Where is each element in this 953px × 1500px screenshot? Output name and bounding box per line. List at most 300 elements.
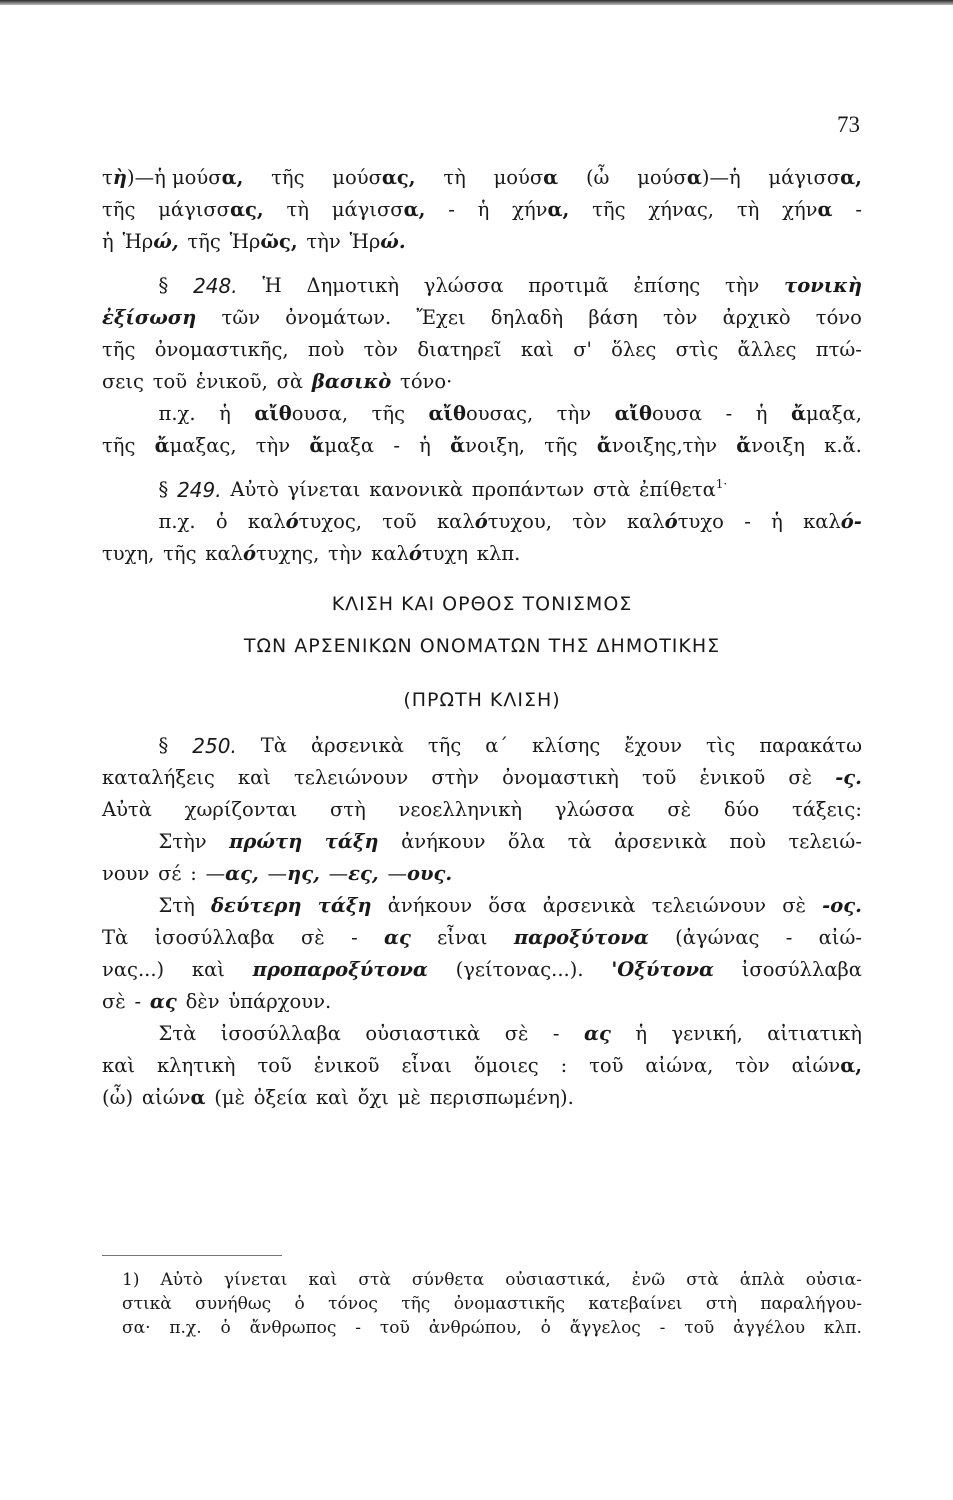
word (738, 334, 797, 366)
text-segment: τὸν (363, 338, 399, 361)
word (624, 730, 682, 762)
text-segment: τελειώνουν (294, 766, 409, 789)
text-line (102, 1082, 862, 1114)
text-segment: 'Οξύτονα (611, 958, 715, 981)
text-segment: ἡ (219, 402, 231, 425)
text-segment: τῆς (102, 338, 136, 361)
word (568, 826, 592, 858)
text-segment: ἡ (102, 230, 114, 253)
word (211, 890, 302, 922)
word (277, 366, 303, 398)
word (311, 730, 404, 762)
text-segment: Τὰ (260, 734, 287, 757)
word (855, 194, 862, 226)
word (102, 954, 164, 986)
word: γίνεται (223, 1270, 288, 1290)
word (788, 826, 862, 858)
word (724, 794, 759, 826)
word (491, 302, 563, 334)
word (102, 334, 135, 366)
text-segment: Ἡρ (229, 230, 261, 253)
word (544, 430, 577, 462)
text-segment: α, (840, 166, 862, 189)
text-segment: τῆς (544, 434, 578, 457)
word (584, 1018, 611, 1050)
text-segment: τὴν (255, 434, 291, 457)
text-line (102, 366, 862, 398)
word (328, 538, 362, 570)
text-segment: τῆς (187, 230, 221, 253)
text-segment: ὀνομαστικῆς, (154, 338, 289, 361)
text-segment: — (387, 862, 407, 885)
text-segment: ῶς, (260, 230, 298, 253)
word (349, 226, 405, 258)
word (306, 226, 340, 258)
word (102, 538, 154, 570)
text-segment: στὴν (431, 766, 479, 789)
word (597, 430, 717, 462)
text-segment: π.χ. (158, 402, 196, 425)
word (494, 162, 559, 194)
word (190, 858, 197, 890)
text-segment: 249. (177, 478, 222, 502)
text-segment: χήν (512, 198, 548, 221)
text-segment: ας (149, 990, 177, 1013)
text-segment: Στὰ (158, 1022, 197, 1045)
word (784, 270, 862, 302)
text-segment: αἴθ (254, 402, 292, 425)
word (102, 986, 126, 1018)
text-segment: τονικὴ (784, 274, 862, 297)
text-segment: στὰ (592, 478, 631, 501)
footnote (122, 1268, 862, 1340)
text-segment: ἡ (635, 1022, 647, 1045)
word (637, 162, 740, 194)
text-segment: γλώσσα (554, 798, 635, 821)
word (456, 954, 584, 986)
text-segment: — (267, 862, 288, 885)
text-segment: βασικὸ (311, 370, 392, 393)
text-segment: τὰ (567, 830, 592, 853)
text-segment: Ἡρ (122, 230, 154, 253)
text-segment: ἀρσενικὰ (310, 734, 404, 757)
word (561, 1050, 568, 1082)
word (364, 334, 398, 366)
word: ὁ (540, 1318, 551, 1338)
text-segment: ἄ (154, 434, 170, 457)
word (593, 474, 630, 506)
word (332, 194, 426, 226)
text-segment: σὰ (276, 370, 304, 393)
text-segment: τάξη (324, 830, 379, 853)
text-segment: ἄ (450, 434, 466, 457)
text-segment: τοῦ (641, 766, 677, 789)
text-segment: δύο (723, 798, 760, 821)
word (102, 226, 114, 258)
text-line (102, 826, 862, 858)
word (102, 1050, 135, 1082)
word: ἄγγελος (569, 1318, 641, 1338)
word (671, 1018, 742, 1050)
word (185, 794, 298, 826)
word (573, 334, 592, 366)
text-segment: καλ (626, 510, 665, 533)
text-segment: - (552, 1022, 560, 1045)
text-segment: ους. (406, 862, 453, 885)
text-segment: ἐξίσωση (102, 306, 197, 329)
text-segment: μούσ (493, 166, 544, 189)
text-segment: καὶ (237, 766, 271, 789)
word (424, 270, 504, 302)
text-segment: ἡ (755, 402, 768, 425)
text-segment: κλίσης (532, 734, 601, 757)
word (639, 474, 727, 506)
text-segment: τάξη (317, 894, 372, 917)
text-segment: νοιξη, (465, 434, 525, 457)
main-text (102, 162, 862, 1114)
footnote-rule (102, 1255, 282, 1256)
text-segment: πτώ- (815, 338, 862, 361)
word (158, 858, 181, 890)
word: τόνος (328, 1294, 378, 1314)
word: ἐνῶ (631, 1270, 666, 1290)
text-segment: προπάντων (471, 478, 585, 501)
section-subheading: (ΠΡΩΤΗ ΚΛΙΣΗ) (403, 689, 561, 711)
text-segment: - (448, 198, 455, 221)
text-segment: τ (102, 166, 113, 189)
text-segment: τῆς (163, 542, 197, 565)
word: στὰ (358, 1270, 391, 1290)
word (155, 334, 289, 366)
word: ἀνθρώπου, (428, 1318, 522, 1338)
word (429, 398, 534, 430)
word (635, 1018, 647, 1050)
word (611, 954, 714, 986)
word: τοῦ (379, 1318, 410, 1338)
text-segment: προτιμᾶ (528, 274, 609, 297)
text-segment: αἰώνα, (645, 1054, 714, 1077)
text-segment: σὲ (667, 798, 692, 821)
word (786, 922, 793, 954)
text-segment: καὶ (315, 1086, 349, 1109)
text-segment: σὲ (504, 1022, 529, 1045)
text-segment: κλητικὴ (156, 1054, 236, 1077)
text-segment: τυχη, (102, 542, 155, 565)
word (417, 334, 501, 366)
text-segment: α΄ (485, 734, 509, 757)
text-segment: τυχης, (256, 542, 320, 565)
word (388, 890, 472, 922)
word (488, 890, 526, 922)
word (253, 954, 428, 986)
text-segment: καὶ (520, 338, 554, 361)
text-segment: καταλήξεις (102, 766, 215, 789)
text-segment: ό- (840, 510, 862, 533)
text-segment: σέ (158, 862, 182, 885)
text-segment: προπαροξύτονα (252, 958, 428, 981)
text-segment: Στὴ (158, 894, 195, 917)
text-segment: 250. (192, 734, 237, 758)
text-segment: ἀρσενικὰ (542, 894, 636, 917)
word (437, 506, 552, 538)
text-segment: ώ. (380, 230, 406, 253)
text-segment: -ς. (835, 766, 862, 789)
text-segment: α, (221, 166, 244, 189)
text-segment: § (158, 478, 169, 501)
word (652, 890, 766, 922)
text-segment: τοῦ (382, 510, 417, 533)
word (206, 858, 259, 890)
text-segment: διατηρεῖ (417, 338, 502, 361)
word (430, 1082, 574, 1114)
word (730, 826, 766, 858)
word (816, 302, 862, 334)
word (154, 922, 274, 954)
text-segment: 248. (193, 274, 238, 298)
word (399, 794, 523, 826)
text-segment: ώ, (153, 230, 179, 253)
word (312, 366, 391, 398)
word (122, 226, 178, 258)
text-segment: ὑπάρχουν. (228, 990, 332, 1013)
word (557, 398, 591, 430)
text-segment: ας, (225, 862, 259, 885)
word (163, 538, 196, 570)
text-segment: μαξα, (806, 402, 862, 425)
word (329, 858, 379, 890)
text-segment: τελειώνουν (651, 894, 766, 917)
word (742, 954, 862, 986)
text-segment: αἰών (141, 1086, 191, 1109)
word (102, 162, 243, 194)
word: οὐσια- (805, 1270, 862, 1290)
word (782, 890, 806, 922)
text-segment: μούσ (332, 166, 382, 189)
word (102, 762, 215, 794)
text-line (102, 794, 862, 826)
word (261, 730, 287, 762)
word: ὁ (294, 1294, 305, 1314)
text-segment: Αὐτὰ (102, 798, 152, 821)
word: σα· (122, 1318, 151, 1338)
text-segment: ἑνικοῦ (313, 1054, 380, 1077)
text-segment: - (785, 926, 793, 949)
text-segment: τόνο (815, 306, 862, 329)
word (309, 430, 374, 462)
text-segment: τὴν (306, 230, 341, 253)
text-segment: τῆς (592, 198, 626, 221)
word (248, 506, 362, 538)
text-segment: νοιξης,τὴν (611, 434, 717, 457)
text-segment: οὐσιαστικὰ (365, 1022, 481, 1045)
text-segment: τῆς (371, 402, 405, 425)
text-line (102, 430, 862, 462)
word (228, 986, 331, 1018)
text-segment: ό (408, 542, 422, 565)
word (532, 730, 600, 762)
text-segment: αἰών (791, 1054, 841, 1077)
text-segment: μαξα (324, 434, 375, 457)
text-segment: - (725, 402, 733, 425)
word (221, 1018, 341, 1050)
text-segment: τοῦ (589, 1054, 624, 1077)
text-segment: τοῦ (257, 1054, 292, 1077)
text-segment: γενική, (671, 1022, 743, 1045)
text-segment: ὅσα (488, 894, 527, 917)
word (196, 366, 268, 398)
text-segment: χήνας, (648, 198, 715, 221)
text-segment: π.χ. (158, 510, 196, 533)
text-segment: ό (285, 510, 299, 533)
footnote-line (122, 1316, 862, 1340)
word (648, 194, 714, 226)
word (586, 162, 610, 194)
word (159, 474, 169, 506)
word (835, 762, 862, 794)
text-segment: τάξεις: (791, 798, 862, 821)
text-segment: τὴ (443, 166, 466, 189)
text-line (102, 226, 862, 258)
word (384, 922, 411, 954)
word (768, 162, 862, 194)
word (159, 730, 169, 762)
text-segment: σὲ (788, 766, 813, 789)
text-segment: ἀρχικὸ (722, 306, 791, 329)
word: στικὰ (122, 1294, 172, 1314)
word (102, 430, 135, 462)
text-segment: αἴθ (428, 402, 466, 425)
word (214, 1082, 245, 1114)
text-segment: νοιξη (751, 434, 805, 457)
text-segment: )—ἡ (701, 166, 741, 189)
text-segment: τῆς (102, 198, 136, 221)
text-segment: ἄ (309, 434, 325, 457)
text-segment: κλπ. (476, 542, 521, 565)
text-segment: Ἡ (262, 274, 282, 297)
word (735, 1050, 769, 1082)
word (667, 794, 691, 826)
text-segment: α (686, 166, 702, 189)
word (192, 730, 237, 762)
word (216, 506, 228, 538)
word: 1) (122, 1270, 140, 1290)
text-segment: Αὐτὸ (230, 478, 279, 501)
word: τῆς (401, 1294, 431, 1314)
word (737, 194, 759, 226)
text-segment: : (190, 862, 197, 885)
text-segment: ας, (230, 198, 264, 221)
word (472, 474, 584, 506)
text-segment: τὶς (705, 734, 736, 757)
word (159, 826, 207, 858)
word (803, 506, 862, 538)
word: ἄνθρωπος (249, 1318, 337, 1338)
word (102, 1082, 133, 1114)
text-segment: α, (403, 198, 426, 221)
word (387, 858, 452, 890)
text-line (102, 890, 862, 922)
word (268, 858, 320, 890)
text-segment: ἄ (736, 434, 752, 457)
word (102, 194, 135, 226)
word (788, 762, 812, 794)
word (398, 1082, 421, 1114)
word: ὁ (220, 1318, 231, 1338)
text-segment: (ὦ) (102, 1086, 134, 1109)
word (589, 1050, 623, 1082)
text-segment: χωρίζονται (184, 798, 298, 821)
word (157, 1050, 236, 1082)
text-segment: βάση (588, 306, 638, 329)
word (474, 1050, 539, 1082)
text-segment: δὲν (185, 990, 220, 1013)
text-segment: τόνο· (400, 370, 453, 393)
text-segment: αἰώ- (818, 926, 862, 949)
word (135, 986, 142, 1018)
word (230, 474, 278, 506)
text-segment: (ὦ (585, 166, 610, 189)
word (159, 270, 169, 302)
word: στὴ (705, 1294, 738, 1314)
word (611, 334, 656, 366)
word: παραλήγου- (760, 1294, 862, 1314)
text-segment: στὶς (675, 338, 719, 361)
text-line (102, 302, 862, 334)
text-segment: σεις (102, 370, 144, 393)
section-heading-line-2: ΤΩΝ ΑΡΣΕΝΙΚΩΝ ΟΝΟΜΑΤΩΝ ΤΗΣ ΔΗΜΟΤΙΚΗΣ (243, 635, 721, 657)
text-segment: α, (547, 198, 570, 221)
text-segment: νουν (102, 862, 150, 885)
text-segment: γίνεται (287, 478, 361, 501)
word (102, 922, 128, 954)
text-segment: δηλαδὴ (490, 306, 564, 329)
text-segment: μούσ (637, 166, 687, 189)
word (645, 1050, 713, 1082)
text-segment: αἴθ (614, 402, 653, 425)
word (508, 826, 545, 858)
word (419, 430, 431, 462)
text-segment: (ἀγώνας (675, 926, 760, 949)
word (744, 506, 751, 538)
text-segment: - (744, 510, 751, 533)
text-segment: ἄ (596, 434, 612, 457)
text-segment: (γείτονας...). (455, 958, 584, 981)
text-block-1 (102, 162, 862, 570)
text-segment: τῆς (271, 166, 305, 189)
text-segment: σὲ (782, 894, 806, 917)
text-line (102, 474, 862, 506)
text-segment: α, (840, 1054, 862, 1077)
text-block-2 (102, 730, 862, 1114)
word (477, 538, 521, 570)
text-segment: μάγισσ (331, 198, 404, 221)
text-line (102, 858, 862, 890)
word (572, 506, 606, 538)
text-segment: - (393, 434, 400, 457)
text-segment: κ.ἄ. (824, 434, 862, 457)
text-segment: στὴ (330, 798, 366, 821)
word (736, 430, 805, 462)
text-line (102, 1050, 862, 1082)
text-segment: ό (664, 510, 678, 533)
text-segment: γλώσσα (423, 274, 504, 297)
word (431, 762, 479, 794)
word: - (355, 1318, 362, 1338)
word (514, 922, 649, 954)
text-segment: - (134, 990, 142, 1013)
text-line (102, 954, 862, 986)
text-segment: καλ (247, 510, 286, 533)
